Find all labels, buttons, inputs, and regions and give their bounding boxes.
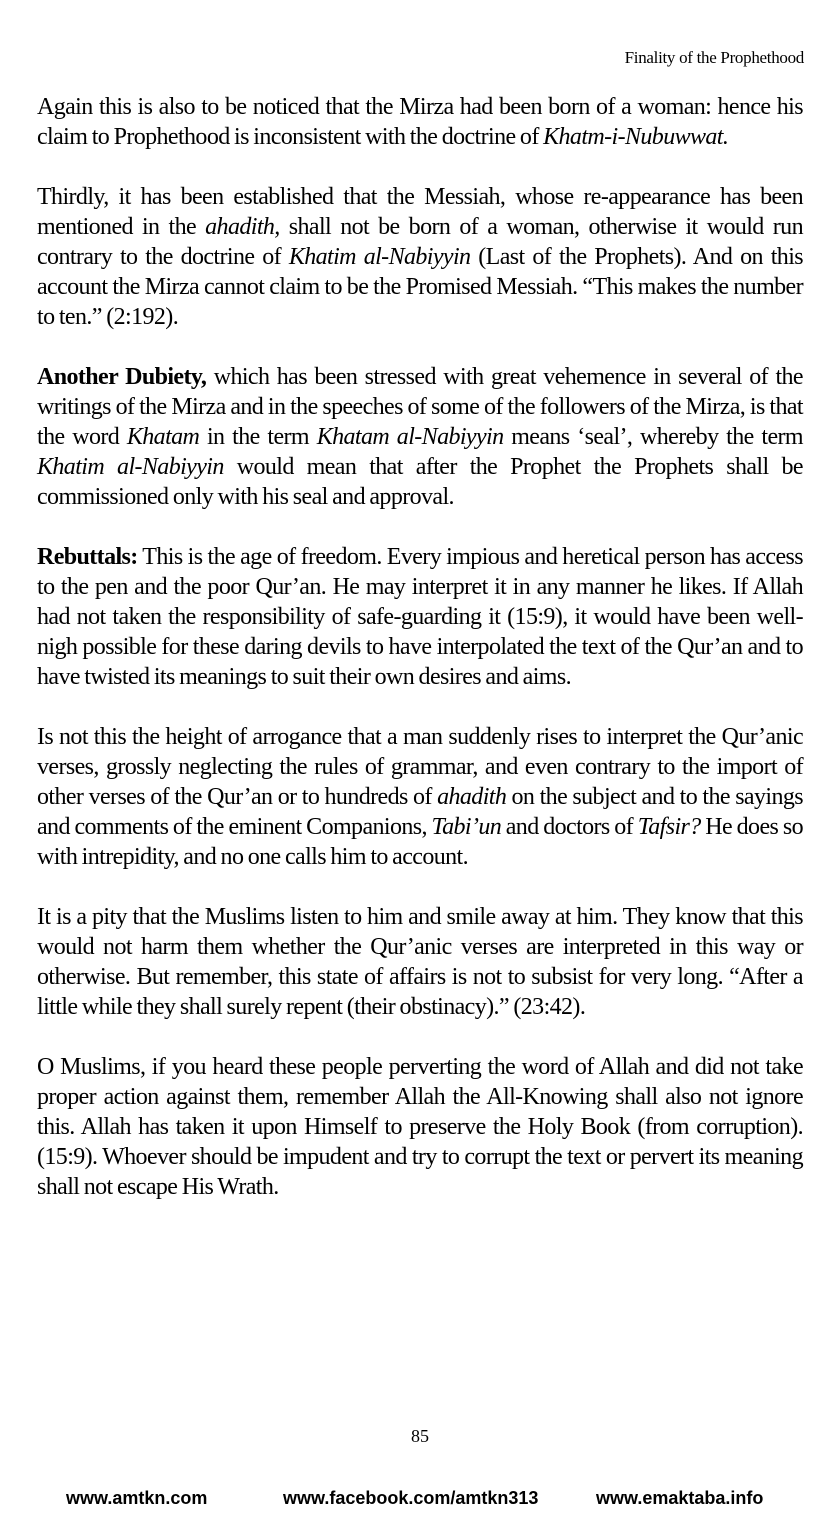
text-run: He does so with intrepidity, and no one calls him to account. <box>37 814 804 870</box>
paragraph <box>37 722 803 872</box>
lead-in-heading: Another Dubiety, <box>37 364 207 390</box>
footer-link-facebook[interactable]: www.facebook.com/amtkn313 <box>283 1488 539 1508</box>
text-run: It is a pity that the Muslims listen to him and smile away at him. They know that this would not harm them whether the Qur’anic verses are interpreted in this way or otherwise. But remember, this state of affairs is not to subsist for very long. “After a little while they shall surely repent (their obstinacy).” (23:42). <box>37 904 803 1020</box>
running-title: Finality of the Prophethood <box>624 48 804 67</box>
text-run: in the term <box>199 424 317 450</box>
paragraph <box>37 902 803 1022</box>
text-run: shall not be born of a woman, otherwise it would run contrary to the doctrine of <box>37 214 803 270</box>
italic-term: Khatim al-Nabiyyin <box>288 244 471 270</box>
text-run: Thirdly, it has been established that the Messiah, whose re-appearance has been mentioned in the <box>37 184 803 240</box>
paragraph <box>37 92 803 152</box>
text-run: (Last of the Prophets). And on this account the Mirza cannot claim to be the Promised Messiah. “This makes the number to ten.” (2:192). <box>37 244 804 330</box>
italic-term: Khatam al-Nabiyyin <box>316 424 504 450</box>
text-run: means ‘seal’, whereby the term <box>503 424 803 450</box>
text-run: and doctors of <box>501 814 638 840</box>
text-run: This is the age of freedom. Every impious and heretical person has access to the pen and the poor Qur’an. He may interpret it in any manner he likes. If Allah had not taken the responsibility of safe-guarding it (15:9), it would have been well-nigh possible for these daring devils to have interpolated the text of the Qur’an and to have twisted its meanings to suit their own desires and aims. <box>37 544 803 690</box>
italic-term: Khatm-i-Nubuwwat. <box>543 124 729 150</box>
paragraph <box>37 182 803 332</box>
paragraph <box>37 542 803 692</box>
italic-term: Khatim al-Nabiyyin <box>37 454 224 480</box>
main-text <box>37 92 803 1232</box>
text-run: would mean that after the Prophet the Prophets shall be commissioned only with his seal and approval. <box>37 454 803 510</box>
italic-term: Tabi’un <box>431 814 502 840</box>
italic-term: ahadith <box>437 784 507 810</box>
text-run: Is not this the height of arrogance that a man suddenly rises to interpret the Qur’anic verses, grossly neglecting the rules of grammar, and even contrary to the import of other verses of the Qur’an or to hundreds of <box>37 724 803 810</box>
paragraph <box>37 362 803 512</box>
text-run: on the subject and to the sayings and comments of the eminent Companions, <box>37 784 803 840</box>
lead-in-heading: Rebuttals: <box>37 544 138 570</box>
paragraph <box>37 1052 803 1202</box>
text-run: O Muslims, if you heard these people perverting the word of Allah and did not take proper action against them, remember Allah the All-Knowing shall also not ignore this. Allah has taken it upon Himself to preserve the Holy Book (from corruption). (15:9). Whoever should be impudent and try to corrupt the text or pervert its meaning shall not escape His Wrath. <box>37 1054 803 1200</box>
italic-term: Tafsir? <box>637 814 701 840</box>
italic-term: ahadith, <box>205 214 280 240</box>
page-number: 85 <box>411 1426 429 1446</box>
footer-link-amtkn[interactable]: www.amtkn.com <box>66 1488 208 1508</box>
italic-term: Khatam <box>126 424 200 450</box>
text-run: Again this is also to be noticed that the Mirza had been born of a woman: hence his claim to Prophethood is inconsistent with the doctrine of <box>37 94 803 150</box>
footer-link-emaktaba[interactable]: www.emaktaba.info <box>596 1488 764 1508</box>
text-run: which has been stressed with great vehemence in several of the writings of the Mirza and in the speeches of some of the followers of the Mirza, is that the word <box>37 364 803 450</box>
